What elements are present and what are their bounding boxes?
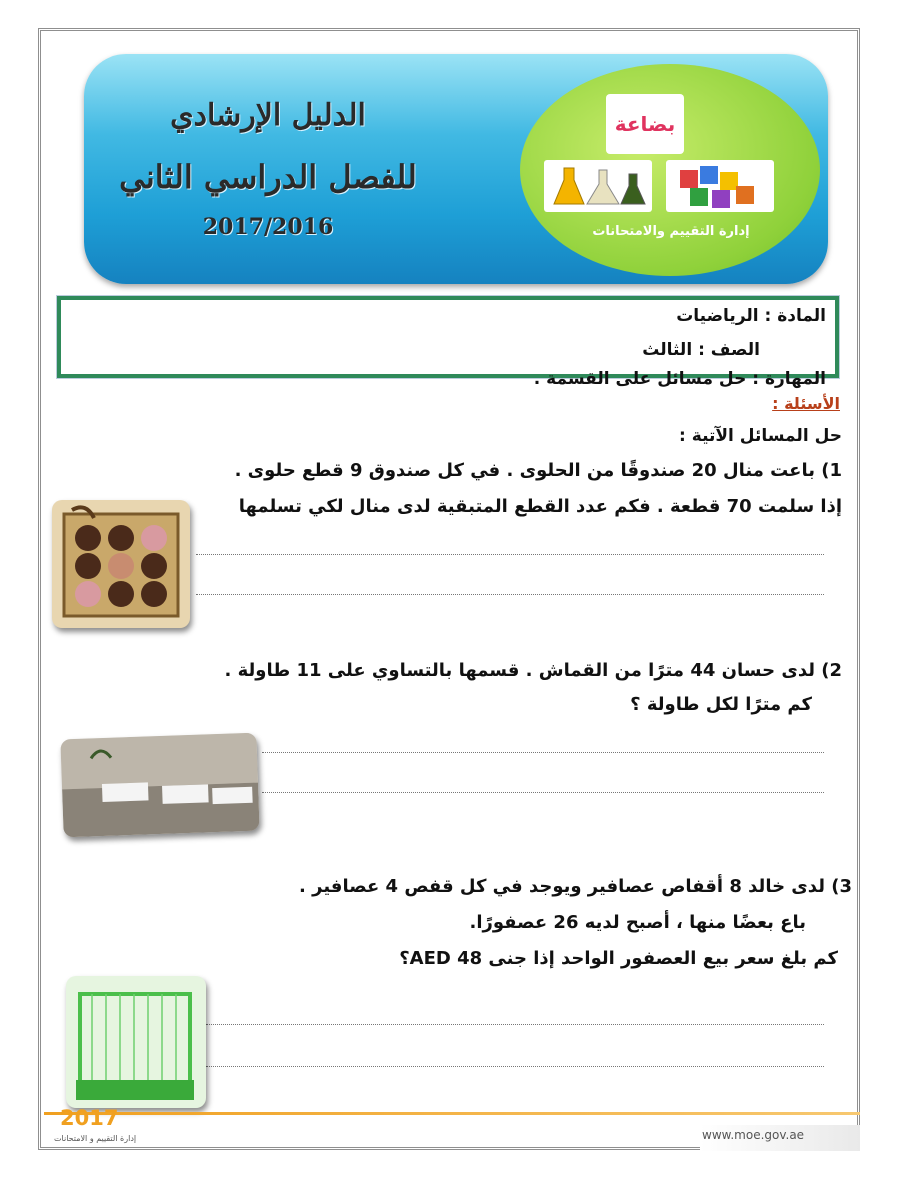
subject-line: المادة : الرياضيات: [676, 306, 826, 326]
q3-line1: 3) لدى خالد 8 أقفاص عصافير ويوجد في كل قفص 4 عصافير .: [299, 876, 852, 897]
semester-title: للفصل الدراسي الثاني: [119, 158, 417, 196]
q2-answer-line-2: [262, 792, 824, 793]
skill-line: المهارة : حل مسائل على القسمة .: [533, 369, 826, 389]
q3-line3: كم بلغ سعر بيع العصفور الواحد إذا جنى AED 48؟: [399, 948, 838, 969]
q1-line2: إذا سلمت 70 قطعة . فكم عدد القطع المتبقية لدى منال لكي تسلمها: [238, 496, 842, 517]
bird-cage-image: [66, 976, 206, 1108]
header-banner: [84, 54, 828, 284]
q2-line2: كم مترًا لكل طاولة ؟: [630, 694, 812, 715]
questions-label: الأسئلة :: [772, 394, 840, 413]
footer-website[interactable]: www.moe.gov.ae: [702, 1128, 805, 1142]
guide-title: الدليل الإرشادي: [170, 98, 366, 133]
dining-tables-image: [60, 733, 259, 838]
bird-cage-icon: [66, 976, 206, 1108]
chocolate-box-image: [52, 500, 190, 628]
q1-answer-line-1: [196, 554, 824, 555]
q1-line1: 1) باعت منال 20 صندوقًا من الحلوى . في كل صندوق 9 قطع حلوى .: [234, 460, 842, 481]
academic-year: 2017/2016: [202, 214, 334, 240]
flasks-icon: [544, 160, 652, 212]
tables-icon: [60, 733, 259, 838]
q3-answer-line-1: [206, 1024, 824, 1025]
logo-text: بضاعة: [614, 112, 676, 136]
footer-divider: [44, 1112, 860, 1115]
instruction-line: حل المسائل الآتية :: [679, 426, 842, 446]
chocolate-box-icon: [52, 500, 190, 628]
math-blocks-image: [666, 160, 774, 212]
chemistry-flasks-image: [544, 160, 652, 212]
logo: [606, 94, 684, 154]
number-blocks-icon: [666, 160, 774, 212]
footer-department: إدارة التقييم و الامتحانات: [54, 1134, 137, 1143]
department-label: إدارة التقييم والامتحانات: [592, 224, 750, 239]
q1-answer-line-2: [196, 594, 824, 595]
q2-answer-line-1: [262, 752, 824, 753]
q3-answer-line-2: [206, 1066, 824, 1067]
q2-line1: 2) لدى حسان 44 مترًا من القماش . قسمها بالتساوي على 11 طاولة .: [224, 660, 842, 681]
grade-line: الصف : الثالث: [642, 340, 760, 360]
footer-year: 2017: [60, 1106, 119, 1130]
q3-line2: باع بعضًا منها ، أصبح لديه 26 عصفورًا.: [469, 912, 806, 933]
